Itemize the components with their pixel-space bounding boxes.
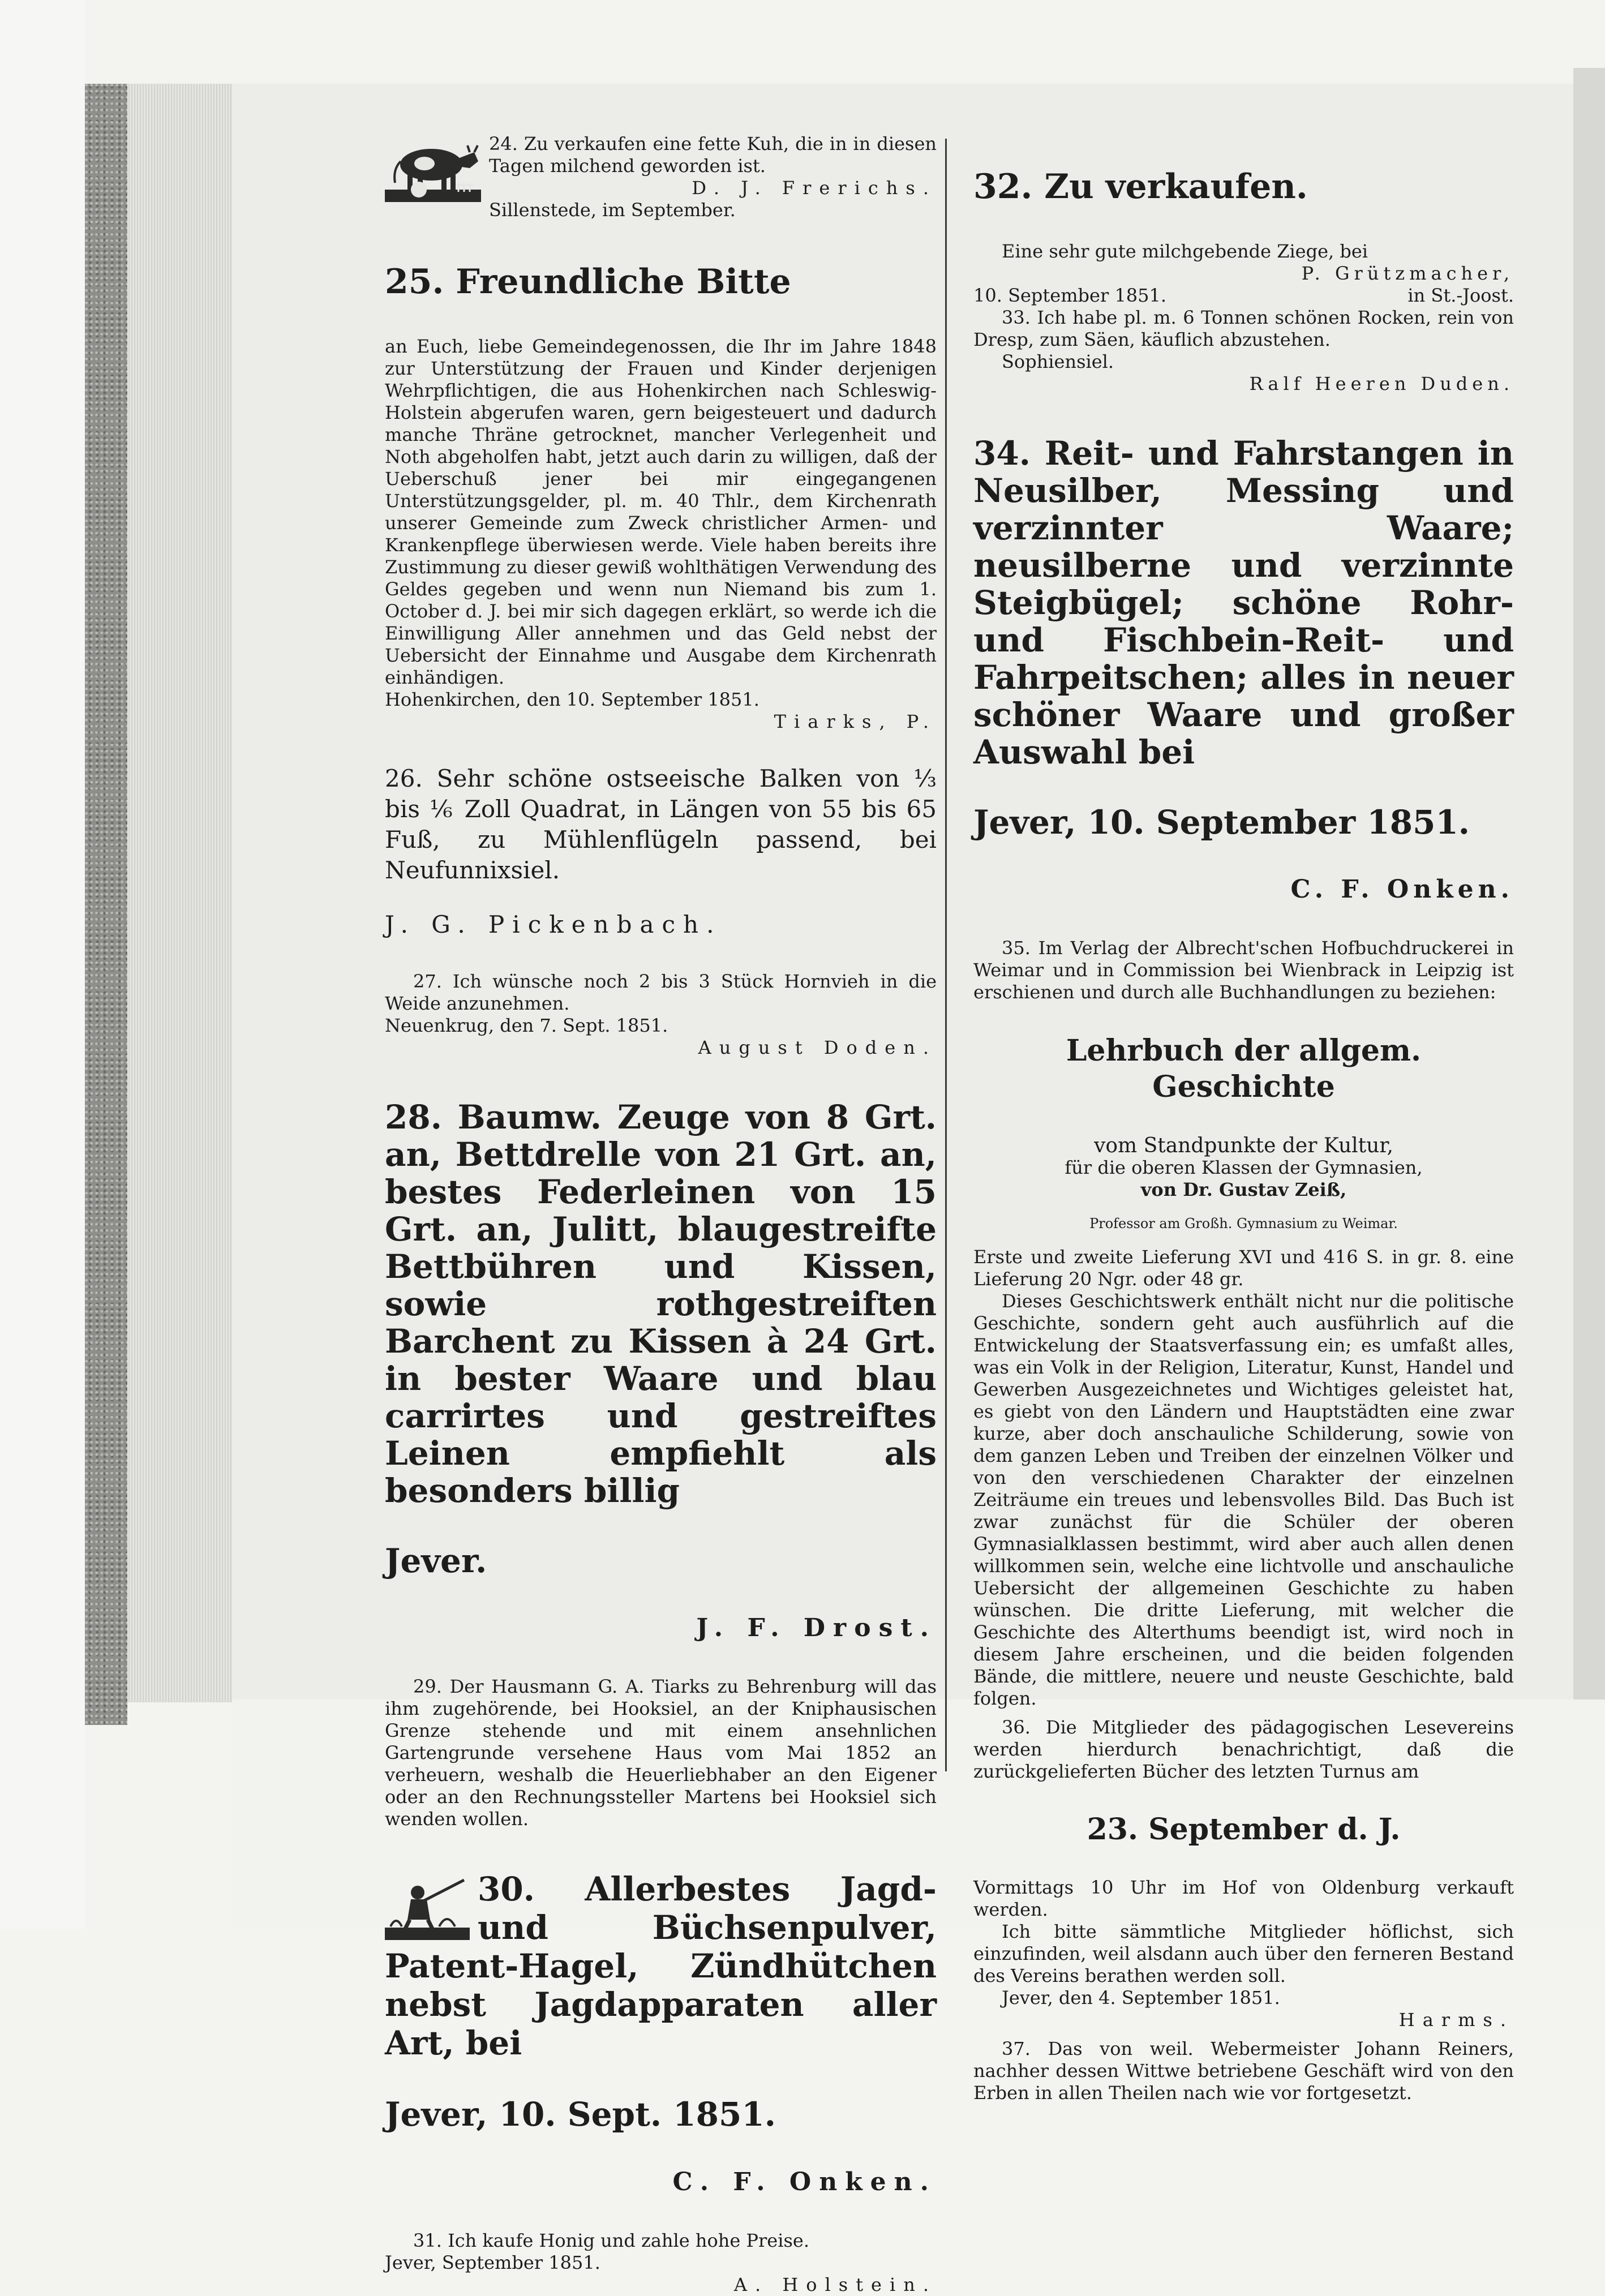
- ad-35-subtitle-1: vom Standpunkte der Kultur,: [1093, 1134, 1393, 1157]
- ad-36: [973, 1716, 1514, 2031]
- ad-31-signature: A. Holstein.: [733, 2274, 937, 2295]
- ad-28-text: 28. Baumw. Zeuge von 8 Grt. an, Bettdrelle von 21 Grt. an, bestes Federleinen von 15 Grt. an, Julitt, blaugestreifte Bettbühren und Kissen, sowie rothgestreiften Barchent zu Kissen à 24 Grt. in bester Waare und blau carrirtes und gestreiftes Leinen empfiehlt als besonders billig: [385, 1098, 937, 1510]
- ad-36-text-3: Ich bitte sämmtliche Mitglieder höflichst, sich einzufinden, weil alsdann auch über den ferneren Bestand des Vereins berathen werden soll.: [973, 1921, 1514, 1986]
- ad-27-signature: August Doden.: [698, 1037, 937, 1058]
- next-page-edge: [1573, 68, 1605, 1709]
- ad-32-place: in St.-Joost.: [1407, 285, 1514, 306]
- ad-30-text: 30. Allerbestes Jagd- und Büchsenpulver, Patent-Hagel, Zündhütchen nebst Jagdapparaten aller Art, bei: [385, 1870, 937, 2062]
- ad-25-signature: Tiarks, P.: [774, 711, 937, 732]
- ad-36-text-2: Vormittags 10 Uhr im Hof von Oldenburg verkauft werden.: [973, 1877, 1514, 1920]
- ad-36-text: 36. Die Mitglieder des pädagogischen Lesevereins werden hierdurch benachrichtigt, daß die zurückgelieferten Bücher des letzten Turnus am: [973, 1716, 1514, 1782]
- hunter-woodcut-icon: [385, 1872, 470, 1940]
- ad-34-signature: C. F. Onken.: [1290, 875, 1514, 904]
- ad-37-text: 37. Das von weil. Webermeister Johann Reiners, nachher dessen Wittwe betriebene Geschäft wird von den Erben in allen Theilen nach wie vor fortgesetzt.: [973, 2038, 1514, 2104]
- ad-24-place: Sillenstede, im September.: [489, 199, 736, 221]
- ad-33: [973, 307, 1514, 395]
- ad-26-text: 26. Sehr schöne ostseeische Balken von ⅓ bis ⅙ Zoll Quadrat, in Längen von 55 bis 65 Fuß, zu Mühlenflügeln passend, bei Neufunnixsiel.: [385, 765, 937, 884]
- ad-32-date-row: [973, 285, 1514, 307]
- ad-35-body: Dieses Geschichtswerk enthält nicht nur die politische Geschichte, sondern geht auch ausführlich auf die Entwickelung der Staatsverfassung ein; es umfaßt alles, was ein Volk in der Religion, Literatur, Kunst, Handel und Gewerben Ausgezeichnetes und Wichtiges geleistet hat, es giebt von den Ländern und Hauptstädten eine zwar kurze, aber doch anschauliche Schilderung, sowie von dem ganzen Leben und Treiben der einzelnen Völker und von den verschiedenen Charakter der einzelnen Zeiträume ein treues und lebensvolles Bild. Das Buch ist zwar zunächst für die Schüler der oberen Gymnasialklassen bestimmt, wird aber auch allen denen willkommen sein, welche eine lichtvolle und anschauliche Uebersicht der allgemeinen Geschichte zu haben wünschen. Die dritte Lieferung, mit welcher die Geschichte des Alterthums beendigt ist, wird noch in diesem Jahre erscheinen, und die beiden folgenden Bände, die mittlere, neuere und neuste Geschichte, bald folgen.: [973, 1290, 1514, 1709]
- ad-26: [385, 763, 937, 940]
- ad-30: [385, 1870, 937, 2198]
- ad-24: [385, 133, 937, 221]
- ad-35-intro: 35. Im Verlag der Albrecht'schen Hofbuchdruckerei in Weimar und in Commission bei Wienbrack in Leipzig ist erschienen und durch alle Buchhandlungen zu beziehen:: [973, 937, 1514, 1003]
- scan-margin-left: [0, 0, 85, 1929]
- ad-36-date: 23. September d. J.: [1087, 1812, 1401, 1847]
- ad-28-signature: J. F. Drost.: [696, 1613, 937, 1642]
- ad-32-date: 10. September 1851.: [973, 285, 1167, 306]
- ad-26-signature: J. G. Pickenbach.: [385, 911, 722, 938]
- ad-31-place: Jever, September 1851.: [385, 2252, 600, 2273]
- ad-29: [385, 1676, 937, 1830]
- ad-24-signature: D. J. Frerichs.: [692, 177, 937, 199]
- ad-34: [973, 435, 1514, 905]
- ad-25-body: an Euch, liebe Gemeindegenossen, die Ihr im Jahre 1848 zur Unterstützung der Frauen und Kinder derjenigen Wehrpflichtigen, die aus Hohenkirchen nach Schleswig-Holstein abgerufen waren, gern beigesteuert und dadurch manche Thräne getrocknet, mancher Verlegenheit und Noth abgeholfen habt, jetzt auch darin zu willigen, daß der Ueberschuß jener bei mir eingegangenen Unterstützungsgelder, pl. m. 40 Thlr., dem Kirchenrath unserer Gemeinde zum Zweck christlicher Armen- und Krankenpflege überwiesen werde. Viele haben bereits ihre Zustimmung zu dieser gewiß wohlthätigen Verwendung des Geldes gegeben und wenn nun Niemand bis zum 1. October d. J. bei mir sich dagegen erklärt, so werde ich die Einwilligung Aller annehmen und das Geld nebst der Uebersicht der Einnahme und Ausgabe dem Kirchenrath einhändigen.: [385, 336, 937, 688]
- ad-32: [973, 167, 1514, 307]
- ad-25-heading: 25. Freundliche Bitte: [385, 262, 791, 302]
- ad-36-place: Jever, den 4. September 1851.: [1002, 1987, 1280, 2009]
- ad-36-signature: Harms.: [1398, 2009, 1514, 2031]
- ad-32-heading: 32. Zu verkaufen.: [973, 167, 1308, 207]
- ad-34-text: 34. Reit- und Fahrstangen in Neusilber, Messing und verzinnter Waare; neusilberne und verzinnte Steigbügel; schöne Rohr- und Fischbein-Reit- und Fahrpeitschen; alles in neuer schöner Waare und großer Auswahl bei: [973, 434, 1514, 771]
- ad-31-text: 31. Ich kaufe Honig und zahle hohe Preise.: [413, 2230, 809, 2251]
- ad-35: [973, 937, 1514, 1710]
- cow-woodcut-icon: [385, 135, 481, 202]
- ad-32-signature: P. Grützmacher,: [1301, 263, 1514, 284]
- ad-25-place: Hohenkirchen, den 10. September 1851.: [385, 689, 759, 710]
- ad-27: [385, 971, 937, 1059]
- ad-33-place: Sophiensiel.: [1002, 351, 1114, 372]
- ad-35-edition: Erste und zweite Lieferung XVI und 416 S. in gr. 8. eine Lieferung 20 Ngr. oder 48 gr.: [973, 1246, 1514, 1290]
- column-divider: [945, 139, 947, 1771]
- ad-27-place: Neuenkrug, den 7. Sept. 1851.: [385, 1015, 668, 1036]
- ad-35-author-note: Professor am Großh. Gymnasium zu Weimar.: [1089, 1216, 1398, 1231]
- ad-29-text: 29. Der Hausmann G. A. Tiarks zu Behrenburg will das ihm zugehörende, bei Hooksiel, an der Kniphausischen Grenze stehende und mit einem ansehnlichen Gartengrunde versehene Haus vom Mai 1852 an verheuern, weshalb die Heuerliebhaber an den Eigener oder an den Rechnungssteller Martens bei Hooksiel sich wenden wollen.: [385, 1676, 937, 1830]
- marbled-book-cover: [85, 84, 127, 1725]
- ad-33-signature: Ralf Heeren Duden.: [1249, 373, 1514, 394]
- ad-24-text: 24. Zu verkaufen eine fette Kuh, die in in diesen Tagen milchend geworden ist.: [489, 133, 937, 177]
- ad-34-place: Jever, 10. September 1851.: [973, 803, 1470, 842]
- ad-28: [385, 1098, 937, 1644]
- ad-35-title: Lehrbuch der allgem. Geschichte: [1066, 1033, 1422, 1104]
- left-column: [385, 133, 937, 2296]
- ad-30-signature: C. F. Onken.: [672, 2168, 937, 2196]
- ad-27-text: 27. Ich wünsche noch 2 bis 3 Stück Hornvieh in die Weide anzunehmen.: [385, 971, 937, 1014]
- ad-25: [385, 262, 937, 733]
- ad-30-place: Jever, 10. Sept. 1851.: [385, 2095, 776, 2134]
- page-edges: [127, 84, 232, 1702]
- ad-31: [385, 2230, 937, 2296]
- ad-35-author: von Dr. Gustav Zeiß,: [1140, 1179, 1347, 1200]
- right-column: [973, 133, 1514, 2104]
- ad-35-subtitle-2: für die oberen Klassen der Gymnasien,: [1065, 1157, 1423, 1178]
- ad-28-place: Jever.: [385, 1542, 487, 1580]
- ad-33-text: 33. Ich habe pl. m. 6 Tonnen schönen Rocken, rein von Dresp, zum Säen, käuflich abzustehen.: [973, 307, 1514, 350]
- ad-32-text: Eine sehr gute milchgebende Ziege, bei: [1002, 241, 1368, 262]
- ad-37: [973, 2038, 1514, 2104]
